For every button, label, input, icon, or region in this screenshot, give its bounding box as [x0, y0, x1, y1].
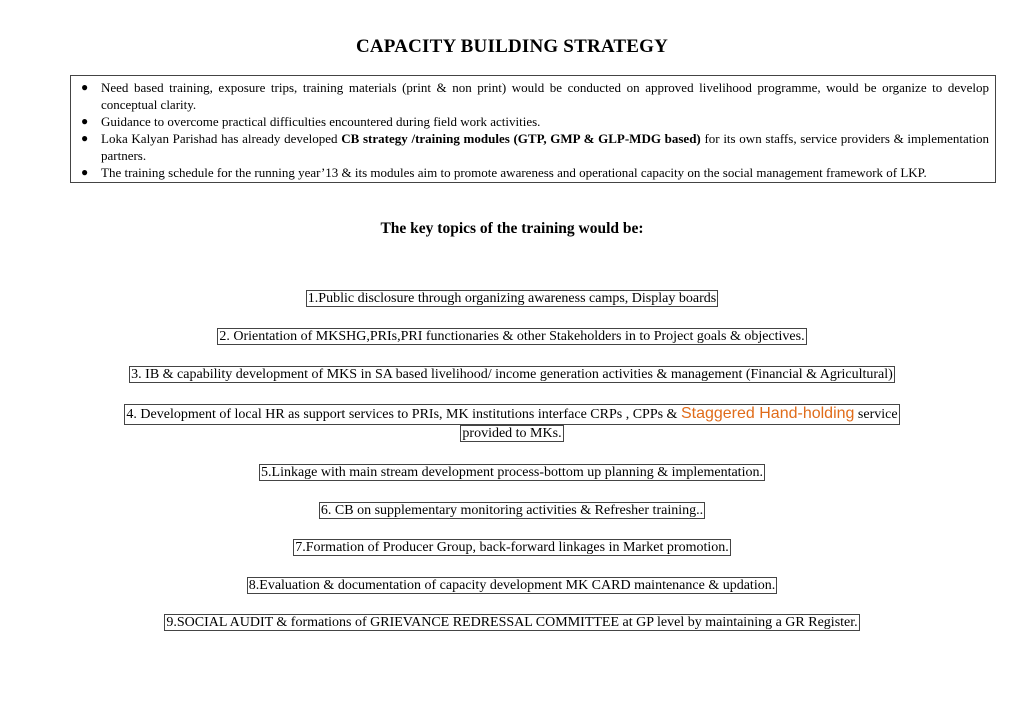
- topic-text: 3. IB & capability development of MKS in SA based livelihood/ income generation activities & management (Financial & Agricultural): [131, 367, 893, 382]
- topic-6: [0, 502, 1024, 520]
- topic-3: [0, 366, 1024, 384]
- topic-text: 9.SOCIAL AUDIT & formations of GRIEVANCE REDRESSAL COMMITTEE at GP level by maintaining a GR Register.: [166, 615, 858, 630]
- page-title: CAPACITY BUILDING STRATEGY: [355, 36, 669, 57]
- topic-text: 1.Public disclosure through organizing awareness camps, Display boards: [307, 291, 717, 306]
- topic-text: 7.Formation of Producer Group, back-forward linkages in Market promotion.: [295, 540, 729, 555]
- topic-text: 8.Evaluation & documentation of capacity development MK CARD maintenance & updation.: [248, 578, 776, 593]
- topic-4-box: [124, 404, 899, 425]
- bullet-item: [77, 164, 989, 181]
- bullet-dot-icon: ●: [81, 131, 89, 145]
- bullet-item: [77, 130, 989, 164]
- intro-bullet-box: [70, 75, 996, 183]
- topic-5: [0, 464, 1024, 482]
- intro-bullet-list: [77, 79, 989, 181]
- topic-4-line2: provided to MKs.: [462, 426, 562, 441]
- topic-text: 5.Linkage with main stream development process-bottom up planning & implementation.: [261, 465, 763, 480]
- bullet-text: Guidance to overcome practical difficulties encountered during field work activities.: [101, 114, 541, 129]
- bullet-text: The training schedule for the running year’13 & its modules aim to promote awareness and operational capacity on the social management framework of LKP.: [101, 165, 927, 180]
- bullet-text-post: for its own staffs, service providers & implementation partners.: [101, 131, 989, 163]
- topic-4-text-pre: 4. Development of local HR as support services to PRIs, MK institutions interface CRPs , CPPs &: [126, 407, 681, 422]
- topic-text: 2. Orientation of MKSHG,PRIs,PRI functionaries & other Stakeholders in to Project goals & objectives.: [219, 329, 805, 344]
- topic-7: [0, 539, 1024, 557]
- bullet-dot-icon: ●: [81, 165, 89, 179]
- topic-4: [0, 404, 1024, 443]
- topic-4-highlight: Staggered Hand-holding: [680, 405, 855, 422]
- topic-2: [0, 328, 1024, 346]
- bullet-dot-icon: ●: [81, 80, 89, 94]
- topic-text: 6. CB on supplementary monitoring activities & Refresher training..: [320, 503, 704, 518]
- bullet-text-bold: CB strategy /training modules (GTP, GMP & GLP-MDG based): [341, 131, 701, 146]
- bullet-text-pre: Loka Kalyan Parishad has already developed: [101, 131, 342, 146]
- topics-subheading: The key topics of the training would be:: [380, 220, 644, 237]
- bullet-dot-icon: ●: [81, 114, 89, 128]
- topic-9: [0, 614, 1024, 632]
- topic-8: [0, 577, 1024, 595]
- topic-4-text-post: service: [854, 407, 898, 422]
- bullet-text: Need based training, exposure trips, training materials (print & non print) would be conducted on approved livelihood programme, would be organize to develop conceptual clarity.: [101, 80, 989, 112]
- bullet-item: [77, 79, 989, 113]
- topic-1: [0, 290, 1024, 308]
- bullet-item: [77, 113, 989, 130]
